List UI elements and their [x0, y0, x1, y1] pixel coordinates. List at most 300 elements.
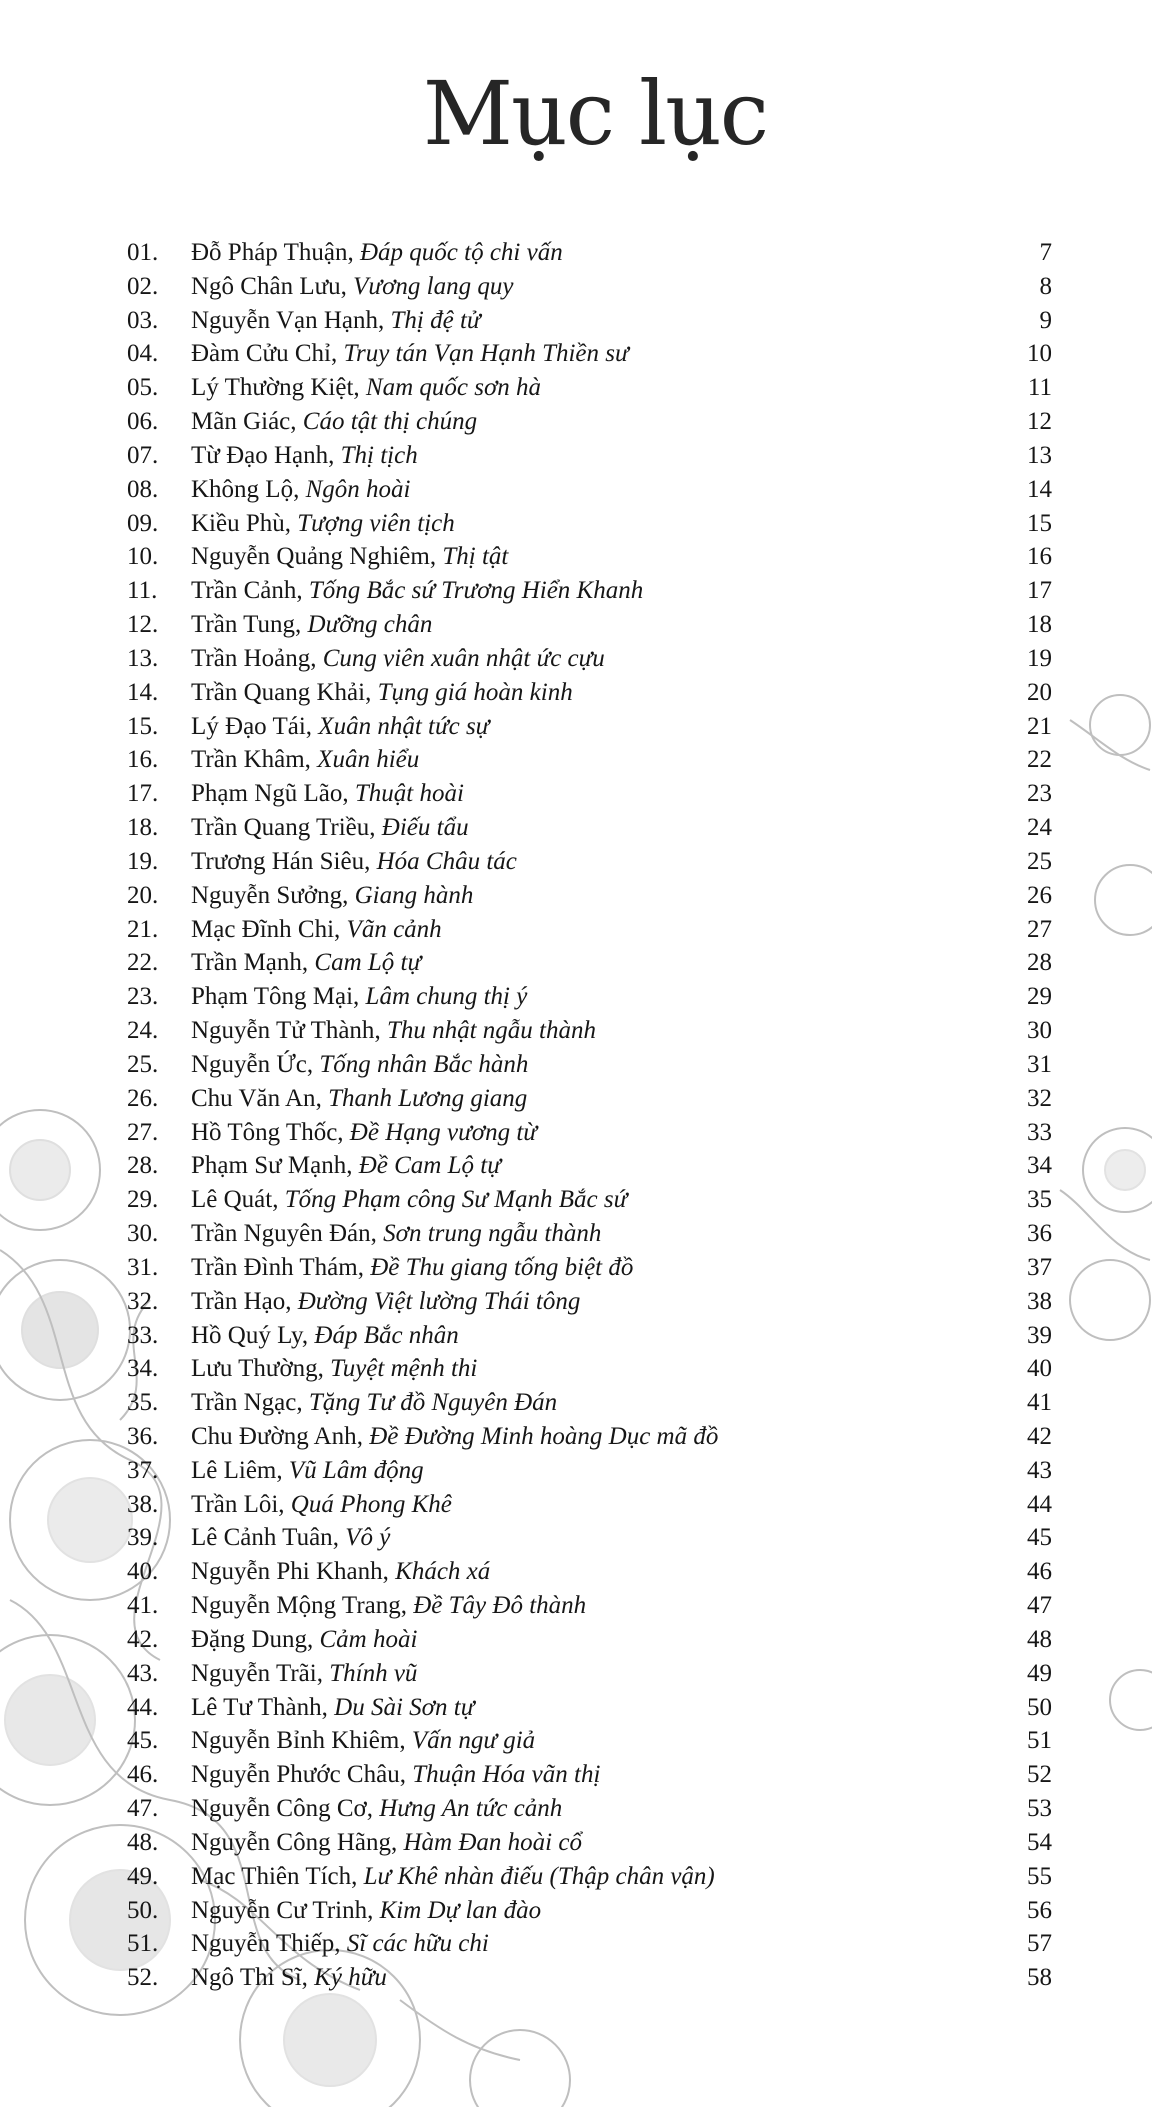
author-name: Đỗ Pháp Thuận: [191, 239, 348, 266]
work-title: Đề Cam Lộ tự: [358, 1152, 501, 1180]
page-number: 20: [1027, 678, 1052, 706]
page-number: 26: [1027, 881, 1052, 909]
separator: ,: [316, 1659, 330, 1687]
separator: ,: [353, 374, 366, 402]
separator: ,: [365, 678, 378, 706]
separator: ,: [310, 644, 323, 672]
author-name: Nguyễn Trãi: [191, 1659, 317, 1687]
work-title: Thị tật: [442, 543, 509, 571]
page-number: 11: [1027, 374, 1052, 402]
page-number: 45: [1027, 1524, 1052, 1552]
separator: ,: [356, 1422, 370, 1450]
author-name: Đặng Dung: [191, 1625, 307, 1653]
entry-text: [191, 1149, 501, 1183]
entry-text: [191, 777, 464, 811]
page-number: 41: [1027, 1389, 1052, 1417]
separator: ,: [378, 306, 391, 334]
author-name: Trần Ngạc: [191, 1389, 297, 1417]
page-number: 42: [1027, 1422, 1052, 1450]
entry-number: 13.: [127, 644, 159, 672]
work-title: Tuyệt mệnh thi: [330, 1355, 478, 1383]
author-name: Nguyễn Bỉnh Khiêm: [191, 1727, 400, 1755]
work-title: Vấn ngư giả: [411, 1727, 536, 1755]
page-number: 56: [1027, 1896, 1052, 1924]
page-number: 48: [1027, 1625, 1052, 1653]
entry-number: 17.: [127, 780, 159, 808]
separator: ,: [278, 1490, 291, 1518]
page-number: 33: [1027, 1118, 1052, 1146]
page-number: 23: [1027, 780, 1052, 808]
separator: ,: [301, 1964, 315, 1992]
work-title: Vũ Lâm động: [288, 1456, 424, 1484]
author-name: Nguyễn Công Cơ: [191, 1795, 367, 1823]
page-number: 36: [1027, 1220, 1052, 1248]
entry-number: 34.: [127, 1355, 159, 1383]
separator: ,: [334, 1930, 347, 1958]
author-name: Từ Đạo Hạnh: [191, 441, 329, 469]
entry-number: 38.: [127, 1490, 159, 1518]
author-name: Trần Nguyên Đán: [191, 1220, 371, 1248]
separator: ,: [357, 1253, 371, 1281]
separator: ,: [290, 408, 303, 436]
author-name: Chu Văn An: [191, 1084, 316, 1112]
entry-number: 31.: [127, 1253, 159, 1281]
work-title: Nam quốc sơn hà: [365, 374, 542, 402]
entry-number: 01.: [127, 239, 159, 266]
entry-number: 10.: [127, 543, 159, 571]
entry-text: [191, 743, 419, 777]
toc-entry: [127, 439, 1052, 473]
entry-text: [191, 980, 527, 1014]
work-title: Hóa Châu tác: [376, 847, 517, 875]
work-title: Khách xá: [395, 1558, 491, 1586]
author-name: Nguyễn Mộng Trang: [191, 1592, 401, 1620]
entry-text: [191, 1352, 477, 1386]
author-name: Lưu Thường: [191, 1355, 318, 1383]
toc-entry: [127, 845, 1052, 879]
toc-entry: [127, 473, 1052, 507]
entry-number: 36.: [127, 1422, 159, 1450]
entry-text: [191, 1758, 600, 1792]
author-name: Chu Đường Anh: [191, 1422, 357, 1450]
work-title: Đề Thu giang tống biệt đồ: [370, 1253, 634, 1281]
entry-number: 42.: [127, 1625, 159, 1653]
entry-text: [191, 1319, 459, 1353]
work-title: Thính vũ: [329, 1659, 418, 1687]
work-title: Điếu tẩu: [381, 814, 469, 842]
entry-number: 20.: [127, 881, 159, 909]
entry-number: 52.: [127, 1964, 159, 1992]
entry-number: 35.: [127, 1389, 159, 1417]
toc-entry: [127, 507, 1052, 541]
separator: ,: [342, 780, 355, 808]
page-number: 39: [1027, 1321, 1052, 1349]
entry-text: [191, 1454, 424, 1488]
toc-entry: [127, 1657, 1052, 1691]
entry-number: 23.: [127, 983, 159, 1011]
toc-entry: [127, 337, 1052, 371]
author-name: Nguyễn Cư Trinh: [191, 1896, 368, 1924]
toc-entry: [127, 236, 1052, 270]
toc-entry: [127, 574, 1052, 608]
author-name: Lê Cảnh Tuân: [191, 1524, 333, 1552]
separator: ,: [293, 475, 306, 503]
page-number: 35: [1027, 1186, 1052, 1214]
work-title: Cáo tật thị chúng: [302, 408, 478, 436]
page-title: Mục lục: [422, 62, 768, 165]
toc-entry: [127, 1589, 1052, 1623]
page-number: 29: [1027, 983, 1052, 1011]
separator: ,: [399, 1761, 413, 1789]
entry-text: [191, 1420, 718, 1454]
toc-entry: [127, 946, 1052, 980]
separator: ,: [374, 1017, 387, 1045]
author-name: Phạm Ngũ Lão: [191, 780, 343, 808]
author-name: Lê Tư Thành: [191, 1693, 322, 1721]
author-name: Nguyễn Ức: [191, 1050, 307, 1078]
author-name: Kiều Phù: [191, 509, 285, 537]
author-name: Lý Đạo Tái: [191, 712, 306, 740]
work-title: Kim Dự lan đào: [379, 1896, 542, 1924]
page-number: 57: [1027, 1930, 1052, 1958]
toc-entry: [127, 1183, 1052, 1217]
entry-text: [191, 270, 513, 304]
toc-entry: [127, 1116, 1052, 1150]
author-name: Trần Khâm: [191, 746, 305, 774]
entry-number: 07.: [127, 441, 159, 469]
separator: ,: [330, 340, 344, 368]
toc-entry: [127, 1724, 1052, 1758]
separator: ,: [346, 1152, 359, 1180]
toc-entry: [127, 1285, 1052, 1319]
work-title: Ngôn hoài: [305, 475, 411, 503]
author-name: Trần Quang Triều: [191, 814, 370, 842]
work-title: Thu nhật ngẫu thành: [386, 1017, 596, 1045]
entry-number: 32.: [127, 1287, 159, 1315]
toc-entry: [127, 1420, 1052, 1454]
entry-number: 49.: [127, 1862, 159, 1890]
work-title: Đề Hạng vương từ: [349, 1118, 537, 1146]
entry-text: [191, 1521, 390, 1555]
separator: ,: [334, 915, 347, 943]
work-title: Vãn cảnh: [346, 915, 442, 943]
entry-text: [191, 1792, 562, 1826]
author-name: Mạc Đĩnh Chi: [191, 915, 335, 943]
entry-text: [191, 1894, 541, 1928]
toc-entry: [127, 913, 1052, 947]
work-title: Hưng An tức cảnh: [379, 1795, 563, 1823]
page-number: 34: [1027, 1152, 1052, 1180]
separator: ,: [399, 1727, 412, 1755]
entry-text: [191, 1488, 452, 1522]
separator: ,: [285, 1287, 298, 1315]
entry-number: 27.: [127, 1118, 159, 1146]
page-number: 58: [1027, 1964, 1052, 1992]
work-title: Dưỡng chân: [307, 611, 433, 639]
page-number: 53: [1027, 1795, 1052, 1823]
page-number: 38: [1027, 1287, 1052, 1315]
work-title: Quá Phong Khê: [290, 1490, 452, 1518]
entry-number: 12.: [127, 611, 159, 639]
author-name: Nguyễn Thiếp: [191, 1930, 335, 1958]
separator: ,: [301, 1321, 315, 1349]
separator: ,: [276, 1456, 289, 1484]
author-name: Đàm Cửu Chỉ: [191, 340, 331, 368]
author-name: Phạm Tông Mại: [191, 983, 354, 1011]
entry-text: [191, 439, 418, 473]
work-title: Cam Lộ tự: [314, 949, 422, 977]
entry-text: [191, 1251, 633, 1285]
entry-text: [191, 1285, 580, 1319]
author-name: Nguyễn Quảng Nghiêm: [191, 543, 430, 571]
work-title: Du Sài Sơn tự: [334, 1693, 475, 1721]
toc-entry: [127, 1149, 1052, 1183]
entry-number: 30.: [127, 1220, 159, 1248]
toc-entry: [127, 1521, 1052, 1555]
separator: ,: [351, 1862, 364, 1890]
separator: ,: [305, 712, 319, 740]
toc-entry: [127, 405, 1052, 439]
author-name: Trần Đình Thám: [191, 1253, 358, 1281]
page-number: 19: [1027, 644, 1052, 672]
author-name: Trần Quang Khải: [191, 678, 366, 706]
author-name: Trần Cảnh: [191, 577, 297, 605]
separator: ,: [364, 847, 377, 875]
entry-text: [191, 236, 563, 270]
page-number: 10: [1027, 340, 1052, 368]
toc-entry: [127, 1217, 1052, 1251]
separator: ,: [306, 1625, 320, 1653]
work-title: Tượng viên tịch: [297, 509, 455, 537]
entry-number: 47.: [127, 1795, 159, 1823]
separator: ,: [284, 509, 298, 537]
toc-entry: [127, 1860, 1052, 1894]
entry-text: [191, 1589, 586, 1623]
entry-text: [191, 304, 481, 338]
author-name: Nguyễn Phước Châu: [191, 1761, 400, 1789]
work-title: Tụng giá hoàn kinh: [377, 678, 573, 706]
entry-text: [191, 811, 469, 845]
work-title: Tống Bắc sứ Trương Hiển Khanh: [308, 577, 644, 605]
author-name: Phạm Sư Mạnh: [191, 1152, 347, 1180]
page-number: 17: [1027, 577, 1052, 605]
page-number: 30: [1027, 1017, 1052, 1045]
entry-text: [191, 473, 410, 507]
separator: ,: [296, 577, 309, 605]
author-name: Trương Hán Siêu: [191, 847, 365, 875]
page-number: 47: [1027, 1592, 1052, 1620]
entry-number: 44.: [127, 1693, 159, 1721]
entry-number: 04.: [127, 340, 159, 368]
separator: ,: [367, 1896, 380, 1924]
entry-text: [191, 1826, 582, 1860]
toc-entry: [127, 1927, 1052, 1961]
entry-text: [191, 1555, 490, 1589]
entry-text: [191, 405, 477, 439]
work-title: Vô ý: [345, 1524, 391, 1552]
work-title: Tống nhân Bắc hành: [319, 1050, 529, 1078]
entry-number: 09.: [127, 509, 159, 537]
author-name: Trần Tung: [191, 611, 296, 639]
entry-text: [191, 879, 473, 913]
author-name: Nguyễn Công Hãng: [191, 1828, 391, 1856]
page-number: 8: [1039, 272, 1052, 300]
work-title: Thanh Lương giang: [328, 1084, 528, 1112]
author-name: Hồ Tông Thốc: [191, 1118, 338, 1146]
toc-entry: [127, 608, 1052, 642]
work-title: Đường Việt lường Thái tông: [297, 1287, 581, 1315]
author-name: Nguyễn Phi Khanh: [191, 1558, 383, 1586]
page-number: 22: [1027, 746, 1052, 774]
toc-entry: [127, 304, 1052, 338]
author-name: Hồ Quý Ly: [191, 1321, 302, 1349]
work-title: Thuật hoài: [354, 780, 464, 808]
toc-entry: [127, 879, 1052, 913]
author-name: Nguyễn Tử Thành: [191, 1017, 375, 1045]
work-title: Cung viên xuân nhật ức cựu: [322, 644, 605, 672]
page-number: 14: [1027, 475, 1052, 503]
toc-entry: [127, 1386, 1052, 1420]
page-number: 24: [1027, 814, 1052, 842]
entry-number: 26.: [127, 1084, 159, 1112]
entry-number: 50.: [127, 1896, 159, 1924]
work-title: Đề Đường Minh hoàng Dục mã đồ: [369, 1422, 719, 1450]
entry-number: 37.: [127, 1456, 159, 1484]
work-title: Xuân hiểu: [317, 746, 420, 774]
work-title: Sơn trung ngẫu thành: [383, 1220, 602, 1248]
separator: ,: [400, 1592, 414, 1620]
toc-entry: [127, 1826, 1052, 1860]
entry-text: [191, 1217, 601, 1251]
page-number: 31: [1027, 1050, 1052, 1078]
separator: ,: [304, 746, 318, 774]
toc-entry: [127, 371, 1052, 405]
toc-entry: [127, 1251, 1052, 1285]
entry-text: [191, 710, 489, 744]
separator: ,: [317, 1355, 331, 1383]
entry-text: [191, 676, 573, 710]
page-number: 7: [1039, 239, 1052, 266]
separator: ,: [295, 611, 308, 639]
entry-text: [191, 608, 432, 642]
page-number: 25: [1027, 847, 1052, 875]
work-title: Truy tán Vạn Hạnh Thiền sư: [343, 340, 629, 368]
toc-entry: [127, 710, 1052, 744]
entry-number: 41.: [127, 1592, 159, 1620]
separator: ,: [347, 239, 360, 266]
separator: ,: [370, 1220, 384, 1248]
entry-number: 15.: [127, 712, 159, 740]
separator: ,: [353, 983, 366, 1011]
page-number: 27: [1027, 915, 1052, 943]
page-number: 32: [1027, 1084, 1052, 1112]
separator: ,: [382, 1558, 396, 1586]
toc-entry: [127, 540, 1052, 574]
toc-entry: [127, 1352, 1052, 1386]
work-title: Thuận Hóa vãn thị: [412, 1761, 601, 1789]
entry-number: 28.: [127, 1152, 159, 1180]
page-number: 44: [1027, 1490, 1052, 1518]
entry-number: 40.: [127, 1558, 159, 1586]
entry-number: 39.: [127, 1524, 159, 1552]
page-number: 37: [1027, 1253, 1052, 1281]
entry-text: [191, 1183, 627, 1217]
entry-number: 21.: [127, 915, 159, 943]
entry-text: [191, 845, 517, 879]
page-number: 9: [1039, 306, 1052, 334]
separator: ,: [306, 1050, 320, 1078]
entry-text: [191, 337, 629, 371]
toc-entry: [127, 1048, 1052, 1082]
entry-number: 02.: [127, 272, 159, 300]
entry-number: 25.: [127, 1050, 159, 1078]
toc-entry: [127, 676, 1052, 710]
toc-entry: [127, 1555, 1052, 1589]
entry-text: [191, 1116, 537, 1150]
entry-text: [191, 913, 442, 947]
toc-entry: [127, 811, 1052, 845]
separator: ,: [369, 814, 382, 842]
page-number: 13: [1027, 441, 1052, 469]
entry-text: [191, 1724, 535, 1758]
entry-text: [191, 1048, 528, 1082]
entry-text: [191, 1927, 489, 1961]
entry-number: 05.: [127, 374, 159, 402]
toc-entry: [127, 1894, 1052, 1928]
separator: ,: [337, 1118, 350, 1146]
separator: ,: [321, 1693, 335, 1721]
toc-entry: [127, 1454, 1052, 1488]
page-number: 52: [1027, 1761, 1052, 1789]
work-title: Lư Khê nhàn điếu (Thập chân vận): [363, 1862, 715, 1890]
entry-number: 29.: [127, 1186, 159, 1214]
toc-entry: [127, 743, 1052, 777]
separator: ,: [301, 949, 315, 977]
separator: ,: [342, 881, 355, 909]
author-name: Không Lộ: [191, 475, 294, 503]
page-number: 12: [1027, 408, 1052, 436]
toc-entry: [127, 1082, 1052, 1116]
entry-text: [191, 507, 455, 541]
author-name: Trần Hạo: [191, 1287, 286, 1315]
entry-text: [191, 1961, 387, 1995]
toc-entry: [127, 1691, 1052, 1725]
entry-number: 48.: [127, 1828, 159, 1856]
separator: ,: [332, 1524, 346, 1552]
work-title: Đáp Bắc nhân: [314, 1321, 459, 1349]
entry-text: [191, 1691, 474, 1725]
author-name: Ngô Chân Lưu: [191, 272, 341, 300]
entry-number: 11.: [127, 577, 158, 605]
separator: ,: [390, 1828, 404, 1856]
entry-text: [191, 540, 508, 574]
work-title: Lâm chung thị ý: [365, 983, 528, 1011]
author-name: Mãn Giác: [191, 408, 291, 436]
work-title: Thị đệ tử: [390, 306, 481, 334]
page-number: 50: [1027, 1693, 1052, 1721]
page-number: 18: [1027, 611, 1052, 639]
entry-number: 43.: [127, 1659, 159, 1687]
entry-text: [191, 574, 643, 608]
toc-entry: [127, 980, 1052, 1014]
author-name: Lý Thường Kiệt: [191, 374, 354, 402]
author-name: Lê Liêm: [191, 1456, 277, 1484]
author-name: Mạc Thiên Tích: [191, 1862, 352, 1890]
entry-number: 33.: [127, 1321, 159, 1349]
entry-number: 45.: [127, 1727, 159, 1755]
entry-number: 14.: [127, 678, 159, 706]
toc-entry: [127, 1758, 1052, 1792]
